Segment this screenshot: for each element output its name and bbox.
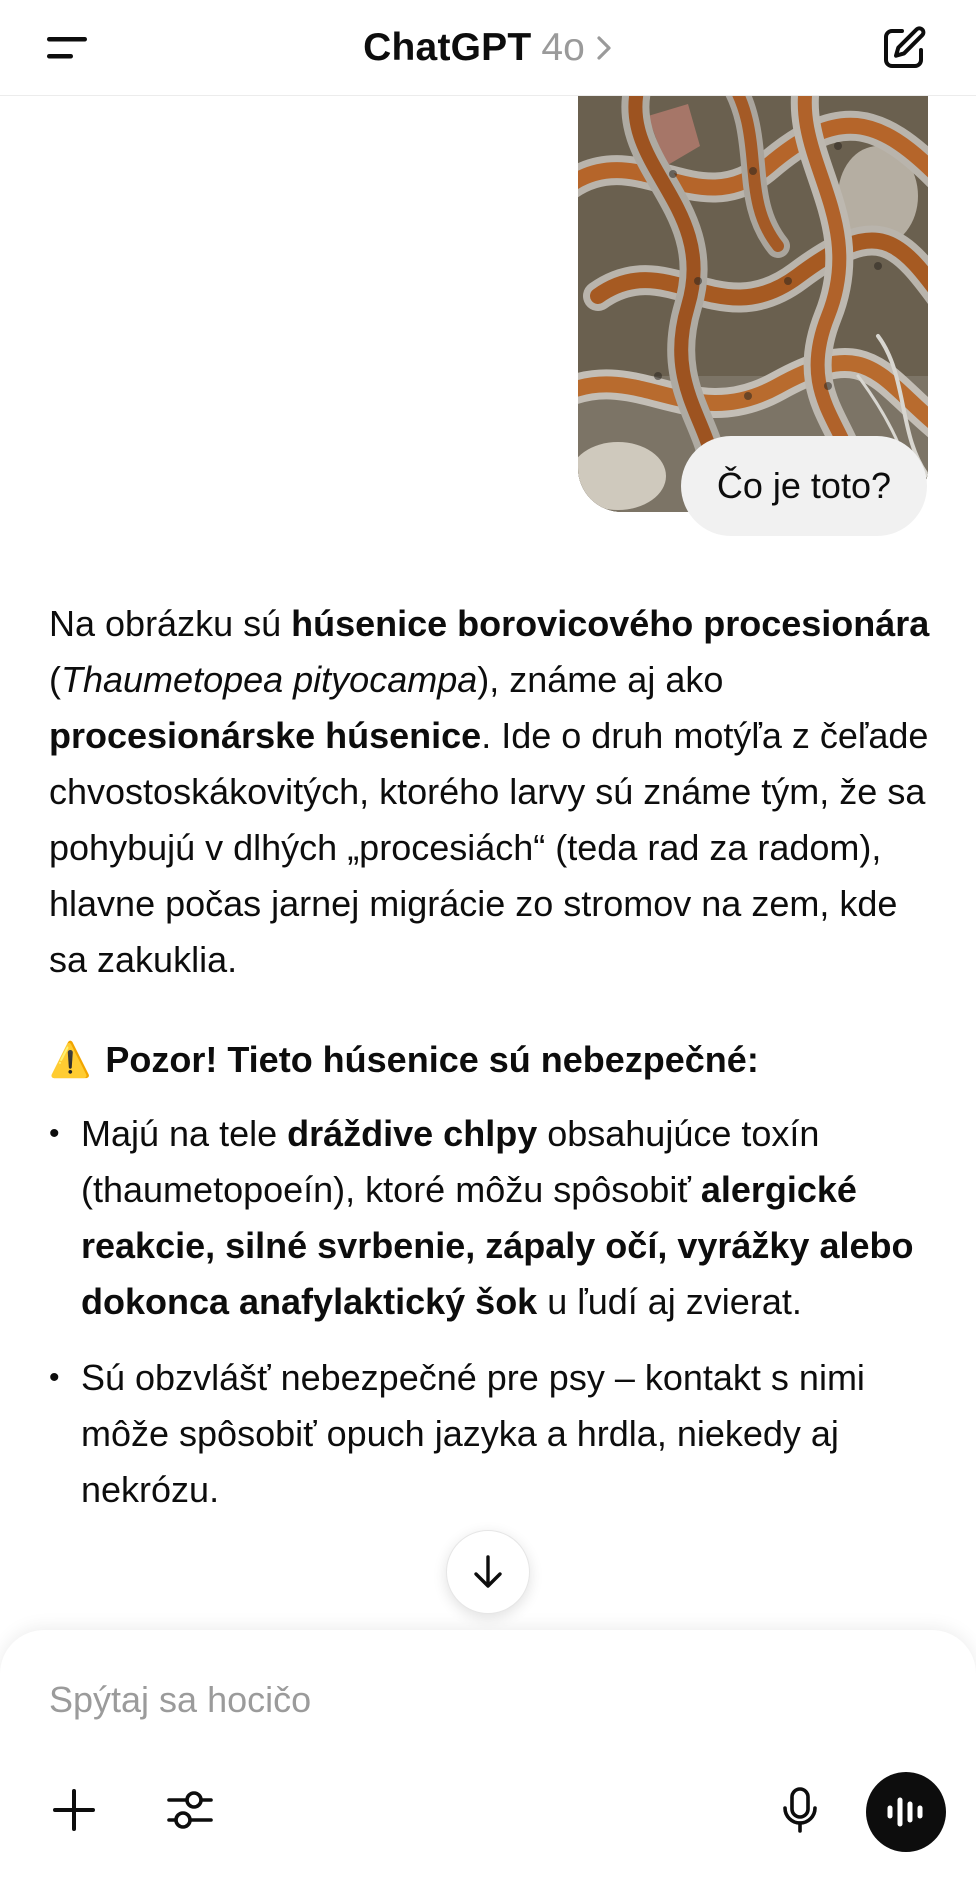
top-bar (0, 0, 976, 96)
arrow-down-icon (471, 1554, 505, 1590)
model-selector[interactable] (0, 0, 976, 96)
compose-icon (880, 24, 928, 72)
plus-icon (51, 1787, 97, 1833)
answer-text-run: ( (49, 659, 61, 700)
answer-text-run: Na obrázku sú (49, 603, 292, 644)
assistant-message (49, 596, 939, 1538)
answer-text-run: Thaumetopea pityocampa (61, 659, 478, 700)
dictation-button[interactable] (770, 1780, 830, 1840)
attach-button[interactable] (44, 1780, 104, 1840)
new-chat-button[interactable] (872, 18, 936, 78)
answer-intro (49, 596, 939, 988)
message-composer (0, 1630, 976, 1878)
answer-text-run: Majú na tele (81, 1113, 288, 1154)
app-title: ChatGPT (363, 26, 532, 69)
answer-text-run: dráždive chlpy (287, 1113, 538, 1154)
answer-text-run: ), známe aj ako (477, 659, 724, 700)
conversation[interactable] (0, 96, 976, 1636)
warning-bullet-item (49, 1350, 939, 1518)
warning-title: Pozor! Tieto húsenice sú nebezpečné: (105, 1039, 759, 1080)
answer-text-run: . Ide o druh motýľa z čeľade chvostoskákovitých, ktorého larvy sú známe tým, že sa pohybujú v dlhých „procesiách“ (teda rad za radom), hlavne počas jarnej migrácie zo stromov na zem, kde sa zakuklia. (49, 715, 929, 980)
voice-waveform-icon (885, 1794, 927, 1830)
tools-button[interactable] (160, 1780, 220, 1840)
warning-icon: ⚠️ (49, 1040, 92, 1080)
warning-heading (49, 1032, 939, 1088)
answer-text-run: alergické reakcie, silné svrbenie, zápaly očí, vyrážky alebo dokonca anafylaktický šok (81, 1169, 914, 1322)
answer-text-run: procesionárske húsenice (49, 715, 482, 756)
sliders-icon (166, 1788, 214, 1832)
scroll-to-bottom-button[interactable] (446, 1530, 530, 1614)
warning-bullets (49, 1106, 939, 1518)
user-message-bubble: Čo je toto? (681, 436, 927, 536)
chevron-right-icon (595, 34, 613, 62)
answer-text-run: u ľudí aj zvierat. (537, 1281, 802, 1322)
answer-text-run: Sú obzvlášť nebezpečné pre psy – kontakt s nimi môže spôsobiť opuch jazyka a hrdla, niekedy aj nekrózu. (81, 1357, 865, 1510)
microphone-icon (780, 1786, 820, 1834)
warning-bullet-item (49, 1106, 939, 1330)
answer-text-run: húsenice borovicového procesionára (291, 603, 930, 644)
answer-text-run: obsahujúce toxín (thaumetopoeín), ktoré môžu spôsobiť (81, 1113, 820, 1210)
voice-mode-button[interactable] (866, 1772, 946, 1852)
message-input[interactable] (49, 1670, 749, 1730)
model-label: 4o (541, 26, 585, 69)
